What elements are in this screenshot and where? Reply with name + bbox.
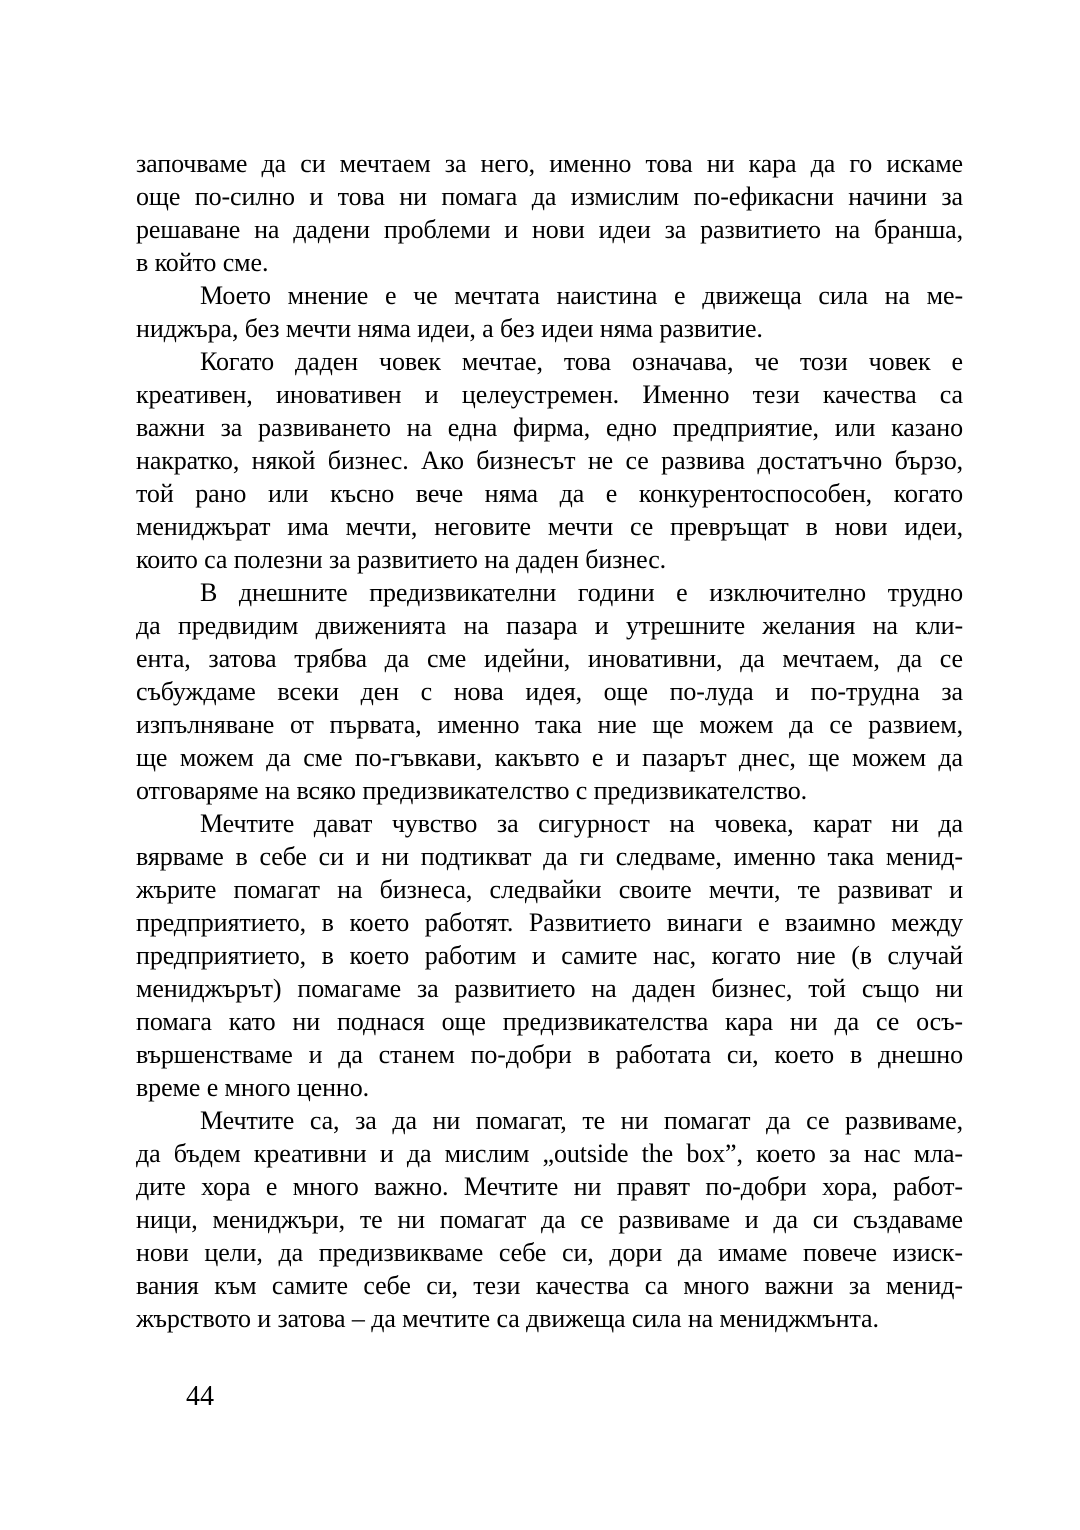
- paragraph: [136, 576, 963, 807]
- text-line: Когато даден човек мечтае, това означава, че този човек е: [200, 347, 963, 376]
- text-line: ниджъра, без мечти няма идеи, а без идеи няма развитие.: [136, 314, 763, 343]
- text-line: вания към самите себе си, тези качества са много важни за менид-: [136, 1271, 963, 1300]
- text-line: предприятието, в което работим и самите нас, когато ние (в случай: [136, 941, 963, 970]
- text-line: да предвидим движенията на пазара и утрешните желания на кли-: [136, 611, 963, 640]
- text-line: дите хора е много важно. Мечтите ни правят по-добри хора, работ-: [136, 1172, 963, 1201]
- text-line: помага като ни поднася още предизвикателства кара ни да се осъ-: [136, 1007, 963, 1036]
- text-line: които са полезни за развитието на даден бизнес.: [136, 545, 667, 574]
- paragraph: [136, 345, 963, 576]
- text-line: предприятието, в което работят. Развитието винаги е взаимно между: [136, 908, 963, 937]
- text-line: Мечтите дават чувство за сигурност на човека, карат ни да: [200, 809, 963, 838]
- text-line: креативен, иновативен и целеустремен. Именно тези качества са: [136, 380, 963, 409]
- paragraph: [136, 807, 963, 1104]
- text-line: ента, затова трябва да сме идейни, иновативни, да мечтаем, да се: [136, 644, 963, 673]
- text-line: мениджърат има мечти, неговите мечти се превръщат в нови идеи,: [136, 512, 963, 541]
- text-line: още по-силно и това ни помага да измислим по-ефикасни начини за: [136, 182, 963, 211]
- text-line: нови цели, да предизвикваме себе си, дори да имаме повече изиск-: [136, 1238, 963, 1267]
- text-line: ще можем да сме по-гъвкави, какъвто е и пазарът днес, ще можем да: [136, 743, 963, 772]
- text-line: мениджърът) помагаме за развитието на даден бизнес, той също ни: [136, 974, 963, 1003]
- text-line: ници, мениджъри, те ни помагат да се развиваме и да си създаваме: [136, 1205, 963, 1234]
- text-line: събуждаме всеки ден с нова идея, още по-луда и по-трудна за: [136, 677, 963, 706]
- paragraph: [136, 147, 963, 279]
- page-number: 44: [186, 1381, 214, 1412]
- text-line: започваме да си мечтаем за него, именно това ни кара да го искаме: [136, 149, 963, 178]
- text-line: вършенстваме и да станем по-добри в работата си, което в днешно: [136, 1040, 963, 1069]
- text-line: В днешните предизвикателни години е изключително трудно: [200, 578, 963, 607]
- text-line: важни за развиването на една фирма, едно предприятие, или казано: [136, 413, 963, 442]
- text-line: накратко, някой бизнес. Ако бизнесът не се развива достатъчно бързо,: [136, 446, 963, 475]
- text-line: жърите помагат на бизнеса, следвайки своите мечти, те развиват и: [136, 875, 963, 904]
- text-line: Мечтите са, за да ни помагат, те ни помагат да се развиваме,: [200, 1106, 963, 1135]
- text-line: жърството и затова – да мечтите са движеща сила на мениджмънта.: [136, 1304, 879, 1333]
- text-line: вярваме в себе си и ни подтикват да ги следваме, именно така менид-: [136, 842, 963, 871]
- text-line: да бъдем креативни и да мислим „outside the box”, което за нас мла-: [136, 1139, 963, 1168]
- text-line: време е много ценно.: [136, 1073, 370, 1102]
- text-line: решаване на дадени проблеми и нови идеи за развитието на бранша,: [136, 215, 963, 244]
- text-line: отговаряме на всяко предизвикателство с предизвикателство.: [136, 776, 807, 805]
- text-line: Моето мнение е че мечтата наистина е движеща сила на ме-: [200, 281, 963, 310]
- text-line: в който сме.: [136, 248, 269, 277]
- paragraph: [136, 279, 963, 345]
- paragraph: [136, 1104, 963, 1335]
- text-block: [136, 147, 963, 1335]
- text-line: той рано или късно вече няма да е конкурентоспособен, когато: [136, 479, 963, 508]
- text-line: изпълняване от първата, именно така ние ще можем да се развием,: [136, 710, 963, 739]
